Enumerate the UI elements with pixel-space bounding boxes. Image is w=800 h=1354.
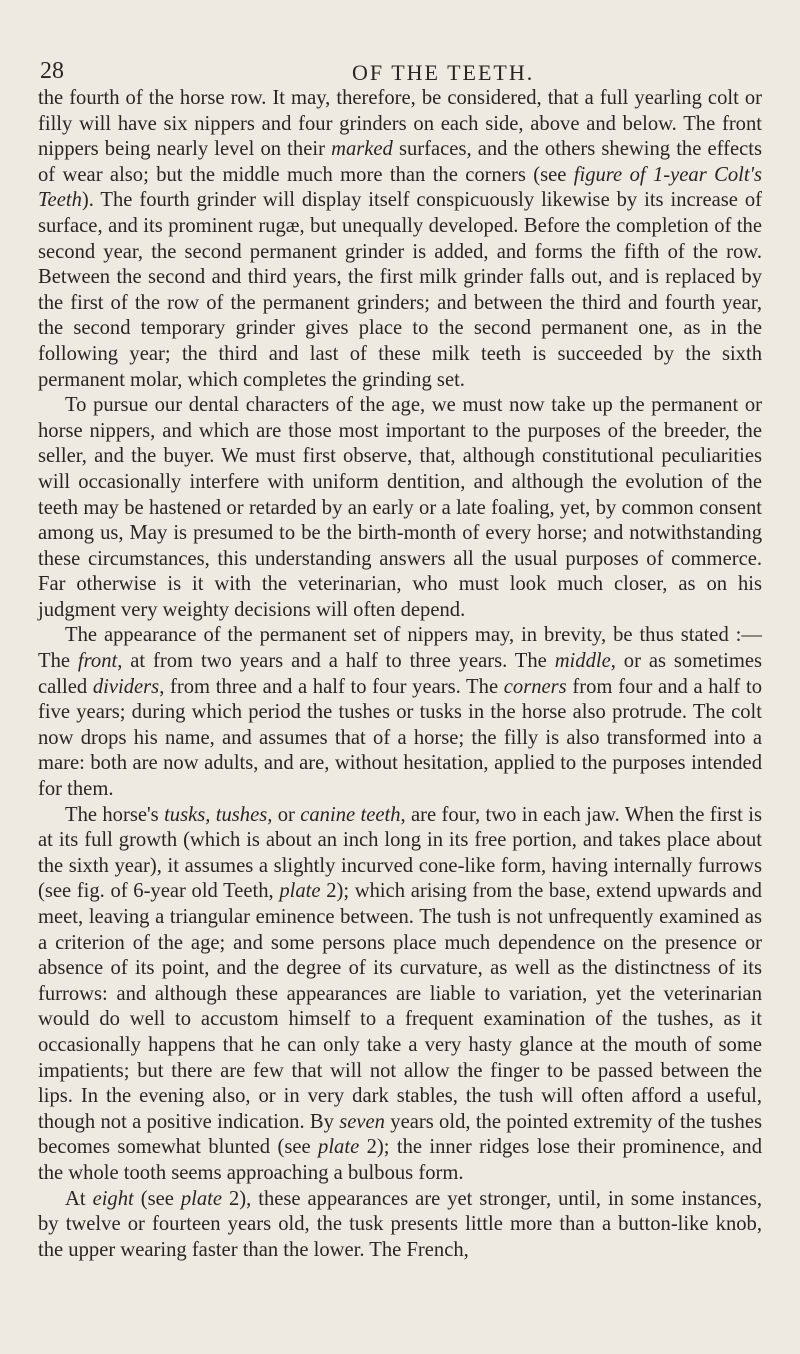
text-run: from four and a half to five years; during which period the tushes or tusks in the horse also protrude. The colt now drops his name, and assumes that of a horse; the filly is also transformed into a mare: both are now adults, and are, without hesitation, applied to the purposes intended for them. <box>38 675 762 801</box>
paragraph <box>38 803 762 1187</box>
text-run: ). The fourth grinder will display itself conspicuously likewise by its increase of surface, and its prominent rugæ, but unequally developed. Before the completion of the second year, the second permanent grinder is added, and forms the fifth of the row. Between the second and third years, the first milk grinder falls out, and is replaced by the first of the row of the permanent grinders; and between the third and fourth year, the second temporary grinder gives place to the second permanent one, as in the following year; the third and last of these milk teeth is succeeded by the sixth permanent molar, which completes the grinding set. <box>38 189 762 391</box>
italic-run: middle <box>554 650 611 673</box>
text-run: , from three and a half to four years. The <box>159 675 504 698</box>
text-run: (see <box>133 1187 181 1210</box>
italic-run: figure of 1-year Colt's Teeth <box>38 163 762 212</box>
italic-run: eight <box>92 1187 134 1210</box>
italic-run: dividers <box>92 675 160 698</box>
text-run: The horse's <box>65 803 165 826</box>
text-run: the fourth of the horse row. It may, therefore, be considered, that a full yearling colt or filly will have six nippers and four grinders on each side, above and below. The front nippers being nearly level on their <box>38 87 762 161</box>
text-run: To pursue our dental characters of the age, we must now take up the permanent or horse nippers, and which are those most important to the purposes of the breeder, the seller, and the buyer. We must first observe, that, although constitutional peculiarities will occasionally interfere with uniform dentition, and although the evolution of the teeth may be hastened or retarded by an early or a late foaling, yet, by common consent among us, May is presumed to be the birth-month of every horse; and notwithstanding these circumstances, this understanding answers all the usual purposes of commerce. Far otherwise is it with the veterinarian, who must look much closer, as on his judgment very weighty decisions will often depend. <box>38 394 762 621</box>
text-run: The appearance of the permanent set of nippers may, in brevity, be thus stated :—The <box>38 624 762 673</box>
paragraph <box>38 1187 762 1264</box>
paragraph <box>38 86 762 393</box>
text-run: , at from two years and a half to three years. The <box>117 650 555 673</box>
italic-run: plate <box>279 880 321 903</box>
text-run: 2); the inner ridges lose their prominence, and the whole tooth seems approaching a bulbous form. <box>38 1136 762 1184</box>
italic-run: front <box>77 650 118 673</box>
italic-run: canine teeth <box>300 803 401 826</box>
text-run: surfaces, and the others shewing the effects of wear also; but the middle much more than the corners (see <box>38 138 763 186</box>
body-text <box>38 86 762 1263</box>
text-run: or <box>272 803 301 826</box>
italic-run: tusks, tushes, <box>164 803 273 826</box>
text-run: , are four, two in each jaw. When the first is at its full growth (which is about an inch long in its free portion, and takes place about the sixth year), it assumes a slightly incurved cone-like form, having internally furrows (see fig. of 6-year old Teeth, <box>38 803 762 903</box>
text-run: At <box>65 1187 93 1210</box>
italic-run: seven <box>339 1110 385 1133</box>
italic-run: marked <box>331 138 393 161</box>
paragraph <box>38 393 762 623</box>
page-number: 28 <box>40 58 64 84</box>
text-run: , or as sometimes called <box>38 650 762 698</box>
paragraph <box>38 623 762 802</box>
text-run: 2); which arising from the base, extend upwards and meet, leaving a triangular eminence between. The tush is not unfrequently examined as a criterion of the age; and some persons place much dependence on the presence or absence of its point, and the degree of its curvature, as well as the distinctness of its furrows: and although these appearances are liable to variation, yet the veterinarian would do well to accustom himself to a frequent examination of the tushes, as it occasionally happens that he can only take a very hasty glance at the mouth of some impatients; but there are few that will not allow the finger to be passed between the lips. In the evening also, or in very dark stables, the tush will often afford a useful, though not a positive indication. By <box>38 880 762 1133</box>
text-run: 2), these appearances are yet stronger, until, in some instances, by twelve or fourteen years old, the tusk presents little more than a button-like knob, the upper wearing faster than the lower. The French, <box>38 1187 762 1261</box>
text-run: years old, the pointed extremity of the tushes becomes somewhat blunted (see <box>38 1110 762 1159</box>
italic-run: plate <box>180 1187 223 1210</box>
italic-run: corners <box>503 675 567 698</box>
running-head: OF THE TEETH. <box>352 60 535 85</box>
italic-run: plate <box>318 1136 360 1159</box>
